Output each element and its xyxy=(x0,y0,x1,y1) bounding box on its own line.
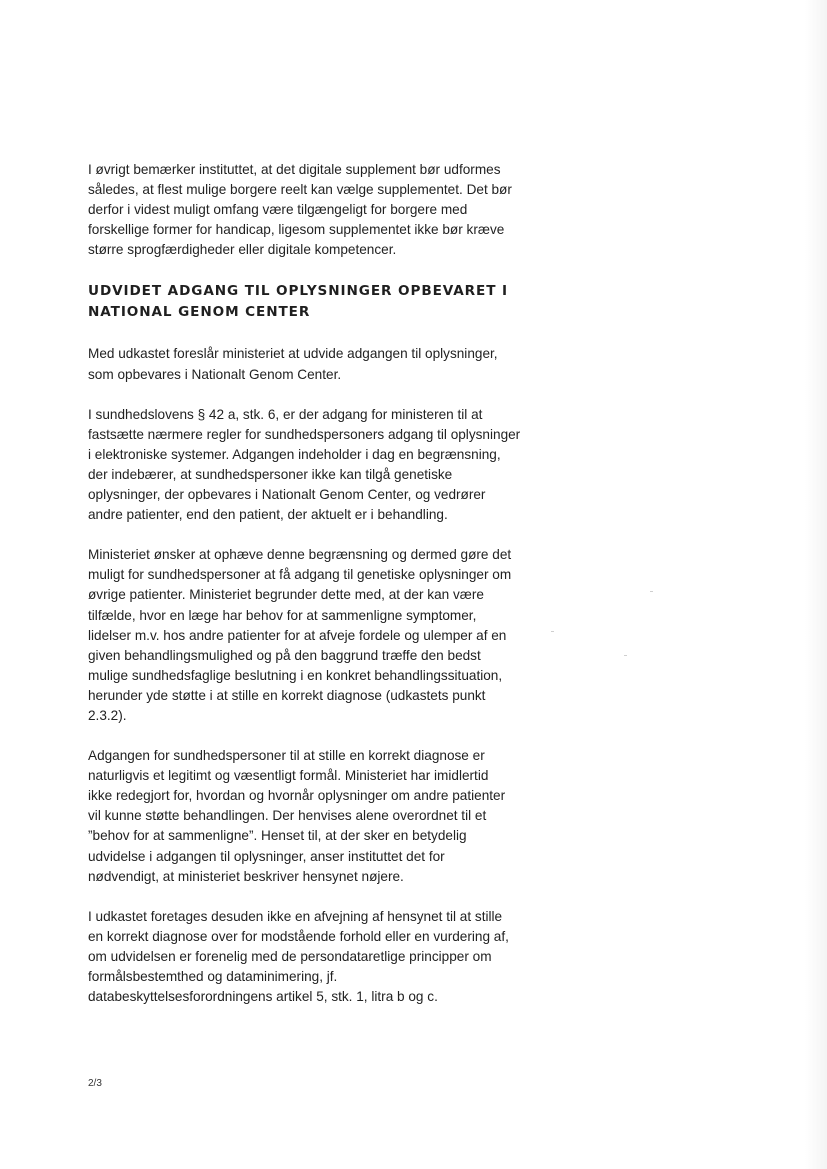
paragraph-2 xyxy=(88,405,560,526)
text-line: databeskyttelsesforordningens artikel 5, stk. 1, litra b og c. xyxy=(88,989,438,1005)
text-line: større sprogfærdigheder eller digitale kompetencer. xyxy=(88,242,397,258)
scan-edge-shadow xyxy=(805,0,827,1169)
page-number: 2/3 xyxy=(88,1078,102,1089)
intro-paragraph xyxy=(88,160,560,260)
section-heading xyxy=(88,281,560,323)
text-line: I udkastet foretages desuden ikke en afvejning af hensynet til at stille xyxy=(88,908,503,924)
text-line: I sundhedslovens § 42 a, stk. 6, er der adgang for ministeren til at xyxy=(88,406,483,422)
document-body xyxy=(88,160,560,1007)
text-line: I øvrigt bemærker instituttet, at det digitale supplement bør udformes xyxy=(88,162,501,177)
text-line: således, at flest mulige borgere reelt kan vælge supplementet. Det bør xyxy=(88,182,512,198)
text-line: vil kunne støtte behandlingen. Der henvises alene overordnet til et xyxy=(88,808,487,824)
text-line: oplysninger, der opbevares i Nationalt Genom Center, og vedrører xyxy=(88,487,486,503)
text-line: Med udkastet foreslår ministeriet at udvide adgangen til oplysninger, xyxy=(88,346,498,362)
paragraph-1 xyxy=(88,344,560,384)
text-line: lidelser m.v. hos andre patienter for at afveje fordele og ulemper af en xyxy=(88,627,507,643)
text-line: 2.3.2). xyxy=(88,707,127,723)
paragraph-4 xyxy=(88,746,560,887)
text-line: nødvendigt, at ministeriet beskriver hensynet nøjere. xyxy=(88,868,404,884)
text-line: om udvidelsen er forenelig med de persondataretlige principper om xyxy=(88,948,492,964)
text-line: en korrekt diagnose over for modstående forhold eller en vurdering af, xyxy=(88,928,509,944)
text-line: forskellige former for handicap, ligesom supplementet ikke bør kræve xyxy=(88,222,505,238)
text-line: muligt for sundhedspersoner at få adgang til genetiske oplysninger om xyxy=(88,567,512,583)
paragraph-3 xyxy=(88,545,560,726)
text-line: øvrige patienter. Ministeriet begrunder dette med, at der kan være xyxy=(88,587,484,603)
text-line: udvidelse i adgangen til oplysninger, anser instituttet det for xyxy=(88,848,445,864)
text-line: ikke redegjort for, hvordan og hvornår oplysninger om andre patienter xyxy=(88,788,506,804)
text-line: formålsbestemthed og dataminimering, jf. xyxy=(88,969,338,984)
text-line: naturligvis et legitimt og væsentligt formål. Ministeriet har imidlertid xyxy=(88,768,489,784)
text-line: given behandlingsmulighed og på den baggrund træffe den bedst xyxy=(88,647,481,663)
text-line: herunder yde støtte i at stille en korrekt diagnose (udkastets punkt xyxy=(88,687,486,703)
heading-line: NATIONAL GENOM CENTER xyxy=(88,304,311,321)
text-line: ”behov for at sammenligne”. Henset til, at der sker en betydelig xyxy=(88,828,467,844)
text-line: der indebærer, at sundhedspersoner ikke kan tilgå genetiske xyxy=(88,466,453,482)
heading-line: UDVIDET ADGANG TIL OPLYSNINGER OPBEVARET I xyxy=(88,283,509,300)
text-line: tilfælde, hvor en læge har behov for at sammenligne symptomer, xyxy=(88,607,477,623)
text-line: andre patienter, end den patient, der aktuelt er i behandling. xyxy=(88,507,448,523)
scan-speck xyxy=(650,591,653,592)
text-line: derfor i videst muligt omfang være tilgængeligt for borgere med xyxy=(88,202,468,218)
paragraph-5 xyxy=(88,907,560,1007)
text-line: Ministeriet ønsker at ophæve denne begrænsning og dermed gøre det xyxy=(88,547,512,563)
text-line: som opbevares i Nationalt Genom Center. xyxy=(88,366,342,382)
text-line: i elektroniske systemer. Adgangen indeholder i dag en begrænsning, xyxy=(88,446,501,462)
scan-speck xyxy=(624,655,627,656)
text-line: fastsætte nærmere regler for sundhedspersoners adgang til oplysninger xyxy=(88,426,521,442)
text-line: mulige sundhedsfaglige beslutning i en konkret behandlingssituation, xyxy=(88,667,503,683)
text-line: Adgangen for sundhedspersoner til at stille en korrekt diagnose er xyxy=(88,748,485,764)
